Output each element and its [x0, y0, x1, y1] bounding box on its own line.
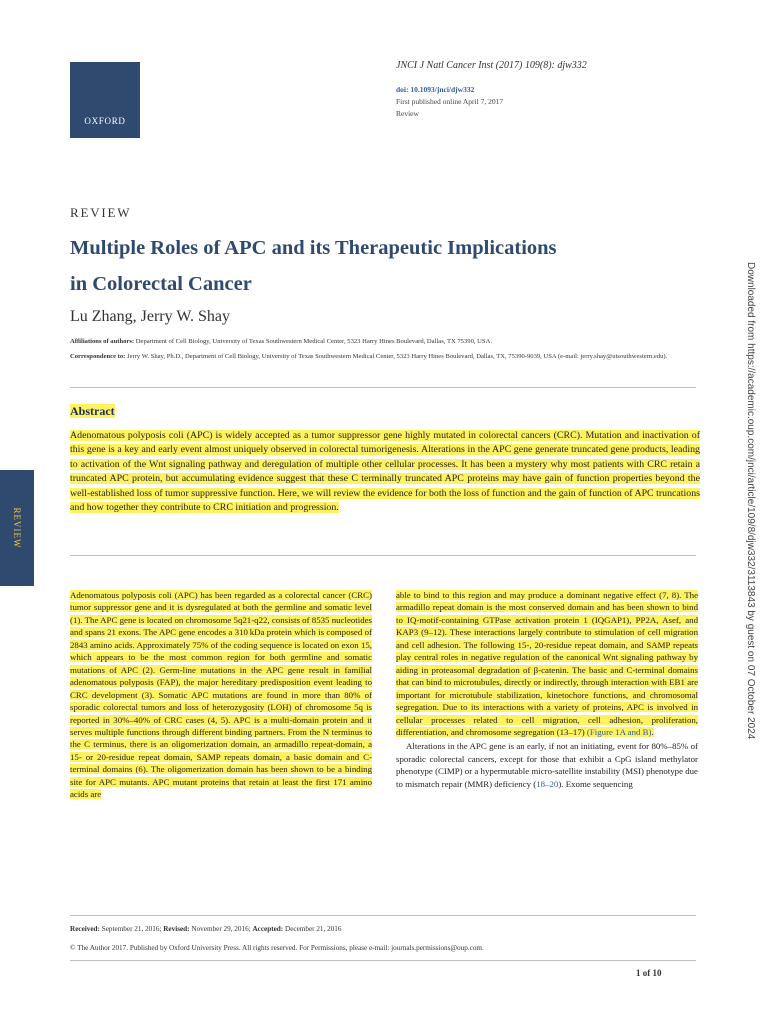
copyright-notice: © The Author 2017. Published by Oxford University Press. All rights reserved. For Permissions, please e-mail: journals.permissions@oup.com.	[70, 944, 484, 952]
body-text-highlighted: Adenomatous polyposis coli (APC) has been regarded as a colorectal cancer (CRC) tumor suppressor gene and it is dysregulated at both the germline and somatic level (1). The APC gene is located on chromosome 5q21-q22, consists of 8535 nucleotides and spans 21 exons. The APC gene encodes a 310 kDa protein which is composed of 2843 amino acids. Approximately 75% of the coding sequence is located on exon 15, which appears to be the most common region for both germline and somatic mutations of APC (2). Germ-line mutations in the APC gene result in familial adenomatous polyposis (FAP), the major hereditary predisposition event leading to CRC development (3). Somatic APC mutations are found in more than 80% of sporadic colorectal tumors and loss of heterozygosity (LOH) of chromosome 5q is reported in 30%–40% of CRC cases (4, 5). APC is a multi-domain protein and it serves multiple functions through different binding partners. From the N terminus to the C terminus, there is an oligomerization domain, an armadillo repeat-domain, a 15- or 20-residue repeat domain, SAMP repeats domain, a basic domain and C-terminal domains (6). The oligomerization domain has been shown to be a binding site for APC mutants. APC mutant proteins that retain at least the first 171 amino acids are	[70, 590, 372, 800]
body-column-right	[396, 589, 698, 790]
affiliations	[70, 337, 710, 347]
body-text-highlighted: .	[651, 726, 654, 737]
correspondence	[70, 352, 710, 362]
body-text: Alterations in the APC gene is an early, if not an initiating, event for 80%–85% of sporadic colorectal cancers, except for those that exhibit a CpG island methylator phenotype (CIMP) or a hypermutable micro-satellite instability (MSI) phenotype due to mismatch repair (MMR) deficiency (	[396, 741, 698, 789]
download-watermark-text: Downloaded from https://academic.oup.com/jnci/article/109/8/djw332/3113843 by guest on 07 October 2024	[745, 262, 756, 740]
figure-reference-link[interactable]: (Figure 1A and B)	[586, 726, 652, 737]
paragraph	[396, 589, 698, 738]
divider-abstract	[70, 555, 696, 556]
authors: Lu Zhang, Jerry W. Shay	[70, 308, 230, 325]
journal-citation: JNCI J Natl Cancer Inst (2017) 109(8): djw332	[396, 60, 587, 71]
journal-meta	[396, 60, 716, 121]
accepted-label: Accepted:	[252, 925, 284, 933]
correspondence-label: Correspondence to:	[70, 353, 126, 360]
revised-date: November 29, 2016;	[189, 925, 253, 933]
affiliations-text: Department of Cell Biology, University of Texas Southwestern Medical Center, 5323 Harry Hines Boulevard, Dallas, TX 75390, USA.	[134, 338, 493, 345]
abstract-heading-text: Abstract	[70, 404, 115, 418]
abstract-text: Adenomatous polyposis coli (APC) is widely accepted as a tumor suppressor gene highly mutated in colorectal cancers (CRC). Mutation and inactivation of this gene is a key and early event almost uniquely observed in colorectal tumorigenesis. Alterations in the APC gene generate truncated gene products, leading to activation of the Wnt signaling pathway and deregulation of multiple other cellular processes. It has been a mystery why most patients with CRC retain a truncated APC protein, but accumulating evidence suggest that these C terminally truncated APC proteins may have gain of function properties beyond the well-established loss of tumor suppressive function. Here, we will review the evidence for both the loss of function and the gain of function of APC truncations and how together they contribute to CRC initiation and progression.	[70, 430, 700, 514]
publication-date: First published online April 7, 2017	[396, 97, 504, 106]
oxford-logo-text: OXFORD	[84, 116, 126, 126]
paragraph	[70, 589, 372, 801]
accepted-date: December 21, 2016	[283, 925, 342, 933]
paragraph	[396, 740, 698, 790]
section-label: REVIEW	[70, 205, 132, 220]
doi-link[interactable]: doi: 10.1093/jnci/djw332	[396, 85, 475, 94]
section-side-tab	[0, 470, 34, 586]
abstract-heading	[70, 404, 115, 419]
affiliations-label: Affiliations of authors:	[70, 338, 135, 345]
oxford-logo	[70, 62, 140, 138]
download-watermark	[742, 262, 756, 822]
received-date: September 21, 2016;	[99, 925, 164, 933]
abstract-body	[70, 429, 700, 516]
body-text: ). Exome sequencing	[558, 778, 633, 789]
correspondence-text: Jerry W. Shay, Ph.D., Department of Cell Biology, University of Texas Southwestern Medical Center, 5323 Harry Hines Boulevard, Dallas, TX, 75390-9039, USA (e-mail: jerry.shay@utsouthwestern.edu).	[125, 353, 668, 360]
side-tab-label: REVIEW	[12, 507, 22, 549]
citation-link[interactable]: 18–20	[536, 778, 559, 789]
title-line-2: in Colorectal Cancer	[70, 273, 252, 295]
article-type: Review	[396, 109, 419, 118]
received-label: Received:	[70, 925, 100, 933]
article-title	[70, 230, 710, 302]
article-dates	[70, 925, 341, 933]
title-line-1: Multiple Roles of APC and its Therapeutic Implications	[70, 237, 557, 259]
body-column-left	[70, 589, 372, 801]
revised-label: Revised:	[163, 925, 190, 933]
divider-top	[70, 387, 696, 388]
page-number: 1 of 10	[636, 968, 662, 978]
divider-footer	[70, 915, 696, 916]
body-text-highlighted: able to bind to this region and may produce a dominant negative effect (7, 8). The armadillo repeat domain is the most conserved domain and has been shown to bind to IQ-motif-containing GTPase activation protein 1 (IQGAP1), PP2A, Asef, and KAP3 (9–12). These interactions largely contribute to stimulation of cell migration and cell adhesion. The following 15-, 20-residue repeat domain, and SAMP repeats play central roles in negative regulation of the canonical Wnt signaling pathway by aiding in proteasomal degradation of β-catenin. The basic and C-terminal domains that can bind to microtubules, directly or indirectly, through interaction with EB1 are important for microtubule stabilization, kinetochore functions, and chromosomal segregation. Due to its interactions with a variety of proteins, APC is involved in cellular processes related to cell migration, cell adhesion, proliferation, differentiation, and chromosome segregation (13–17)	[396, 590, 698, 737]
divider-page	[70, 960, 696, 961]
